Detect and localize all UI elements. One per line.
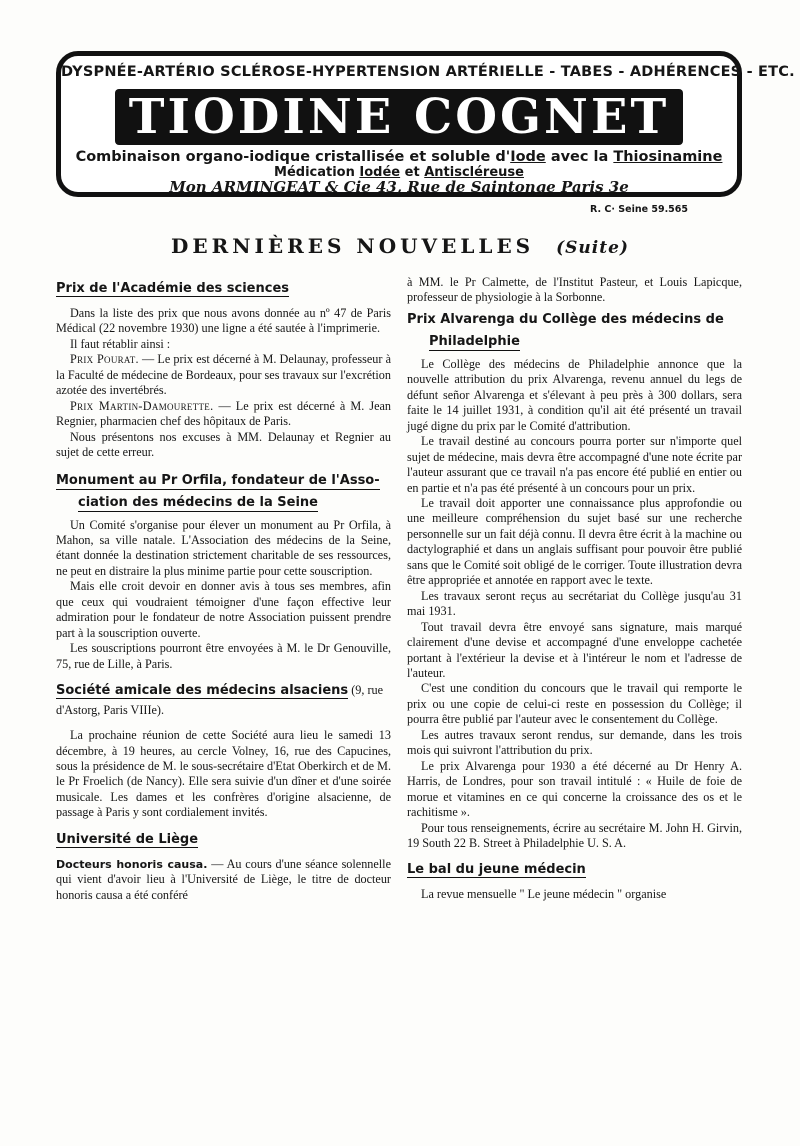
paragraph: Les souscriptions pourront être envoyées à M. le Dr Genouville, 75, rue de Lille, à Paris. [56,641,391,671]
heading-bal-jeune-medecin: Le bal du jeune médecin [407,862,586,878]
heading-academie-sciences: Prix de l'Académie des sciences [56,281,290,296]
paragraph: Un Comité s'organise pour élever un monument au Pr Orfila, à Mahon, sa ville natale. L'Association des médecins de la Seine, étant donnée la destination strictement charitable de ses ressources, ne peut en distraire la plus minime partie pour cette souscription. [56,517,391,578]
paragraph: Dans la liste des prix que nous avons donnée au nº 47 de Paris Médical (22 novembre 1930) une ligne a été sautée à l'imprimerie. [56,306,391,336]
right-column [407,275,742,903]
left-column [56,275,391,903]
paragraph: Le Collège des médecins de Philadelphie annonce que la nouvelle attribution du prix Alvarenga, revenu annuel du legs de défunt señor Alvarenga et s'élevant à peu près à 300 dollars, sera faite le 14 juillet 1931, à condition qu'il ait été présenté un travail jugé digne du prix par le Comité d'attribution. [407,356,742,433]
paragraph: à MM. le Pr Calmette, de l'Institut Pasteur, et Louis Lapicque, professeur de physiologie à la Sorbonne. [407,275,742,305]
paragraph: Le travail doit apporter une connaissance plus approfondie ou une meilleure compréhension du sujet basé sur une recherche personnelle sur un fait déjà connu. Il devra être écrit à la machine ou dactylographié et dans un anglais suffisant pour pouvoir être publié sans que le Comité soit obligé de le corriger. Toute illustration devra être appropriée et annotée en rapport avec le texte. [407,495,742,588]
paragraph: Prix Pourat. — Le prix est décerné à M. Delaunay, professeur à la Faculté de médecine de Bordeaux, pour ses travaux sur l'excrétion azotée des invertébrés. [56,352,391,398]
paragraph: C'est une condition du concours que le travail qui remporte le prix ou une copie de celui-ci reste en possession du Collège; il pourra être publié par l'auteur avec le consentement du Collège. [407,681,742,727]
paragraph: Docteurs honoris causa. — Au cours d'une séance solennelle qui vient d'avoir lieu à l'Université de Liège, le titre de docteur honoris causa a été conféré [56,856,391,902]
paragraph: Les autres travaux seront rendus, sur demande, dans les trois mois qui suivront l'attribution du prix. [407,727,742,758]
paragraph: La revue mensuelle " Le jeune médecin " organise [421,887,667,902]
ad-address: Mon ARMINGEAT & Cie 43, Rue de Saintonge Paris 3e [169,178,629,196]
paragraph: Le prix Alvarenga pour 1930 a été décerné au Dr Henry A. Harris, de Londres, pour son travail intitulé : « Huile de foie de morue et vitamines en ce qui concerne la croissance des os et le rachitisme ». [407,758,742,820]
paragraph: Pour tous renseignements, écrire au secrétaire M. John H. Girvin, 19 South 22 B. Street à Philadelphie U. S. A. [407,820,742,850]
paragraph: Le travail destiné au concours pourra porter sur n'importe quel sujet de médecine, mais devra être accompagné d'une note écrite par l'auteur assurant que ce travail n'a pas encore été publié en entier ou en partie et n'a pas été présenté à un concours pour un prix. [407,434,742,495]
page-title: DERNIÈRES NOUVELLES (Suite) [171,234,629,258]
ad-medication: Médication Iodée et Antiscléreuse [274,165,524,180]
ad-registration: R. C· Seine 59.565 [590,204,689,215]
paragraph: La prochaine réunion de cette Société aura lieu le samedi 13 décembre, à 19 heures, au cercle Volney, 16, rue des Capucines, sous la présidence de M. le sous-secrétaire d'Etat Oberkirch et de M. le Pr Froelich (de Nancy). Elle sera suivie d'un dîner et d'une soirée musicale. Les dames et les confrères d'origine alsacienne, de passage à Paris y sont cordialement invités. [56,728,391,820]
ad-brand-name: TIODINE COGNET [115,89,683,145]
paragraph: Prix Martin-Damourette. — Le prix est décerné à M. Jean Regnier, pharmacien chef des hôpitaux de Paris. [56,398,391,429]
paragraph: Il faut rétablir ainsi : [70,336,171,351]
paragraph: Les travaux seront reçus au secrétariat du Collège jusqu'au 31 mai 1931. [407,588,742,619]
heading-monument-orfila: Monument au Pr Orfila, fondateur de l'Asso- ciation des médecins de la Seine [56,472,380,510]
paragraph: Mais elle croit devoir en donner avis à tous ses membres, afin que ceux qui voudraient témoigner d'une façon effective leur admiration pour le fondateur de notre Association puissent prendre part à la souscription ouverte. [56,579,391,640]
heading-prix-alvarenga: Prix Alvarenga du Collège des médecins de Philadelphie [407,311,724,349]
heading-societe-alsaciens: Société amicale des médecins alsaciens (9, rue d'Astorg, Paris VIIIe). [56,683,384,718]
paragraph: Tout travail devra être envoyé sans signature, mais marqué clairement d'une devise et accompagné d'une enveloppe cachetée portant à l'extérieur la devise et à l'intéreur le nom et l'adresse de l'auteur. [407,619,742,680]
paragraph: Nous présentons nos excuses à MM. Delaunay et Regnier au sujet de cette erreur. [56,429,391,460]
heading-universite-liege: Université de Liège [56,831,199,847]
advertisement-banner [56,51,795,197]
ad-description: Combinaison organo-iodique cristallisée et soluble d'Iode avec la Thiosinamine [75,149,723,165]
ad-indications: DYSPNÉE-ARTÉRIO SCLÉROSE-HYPERTENSION ARTÉRIELLE - TABES - ADHÉRENCES - ETC. [61,64,795,80]
